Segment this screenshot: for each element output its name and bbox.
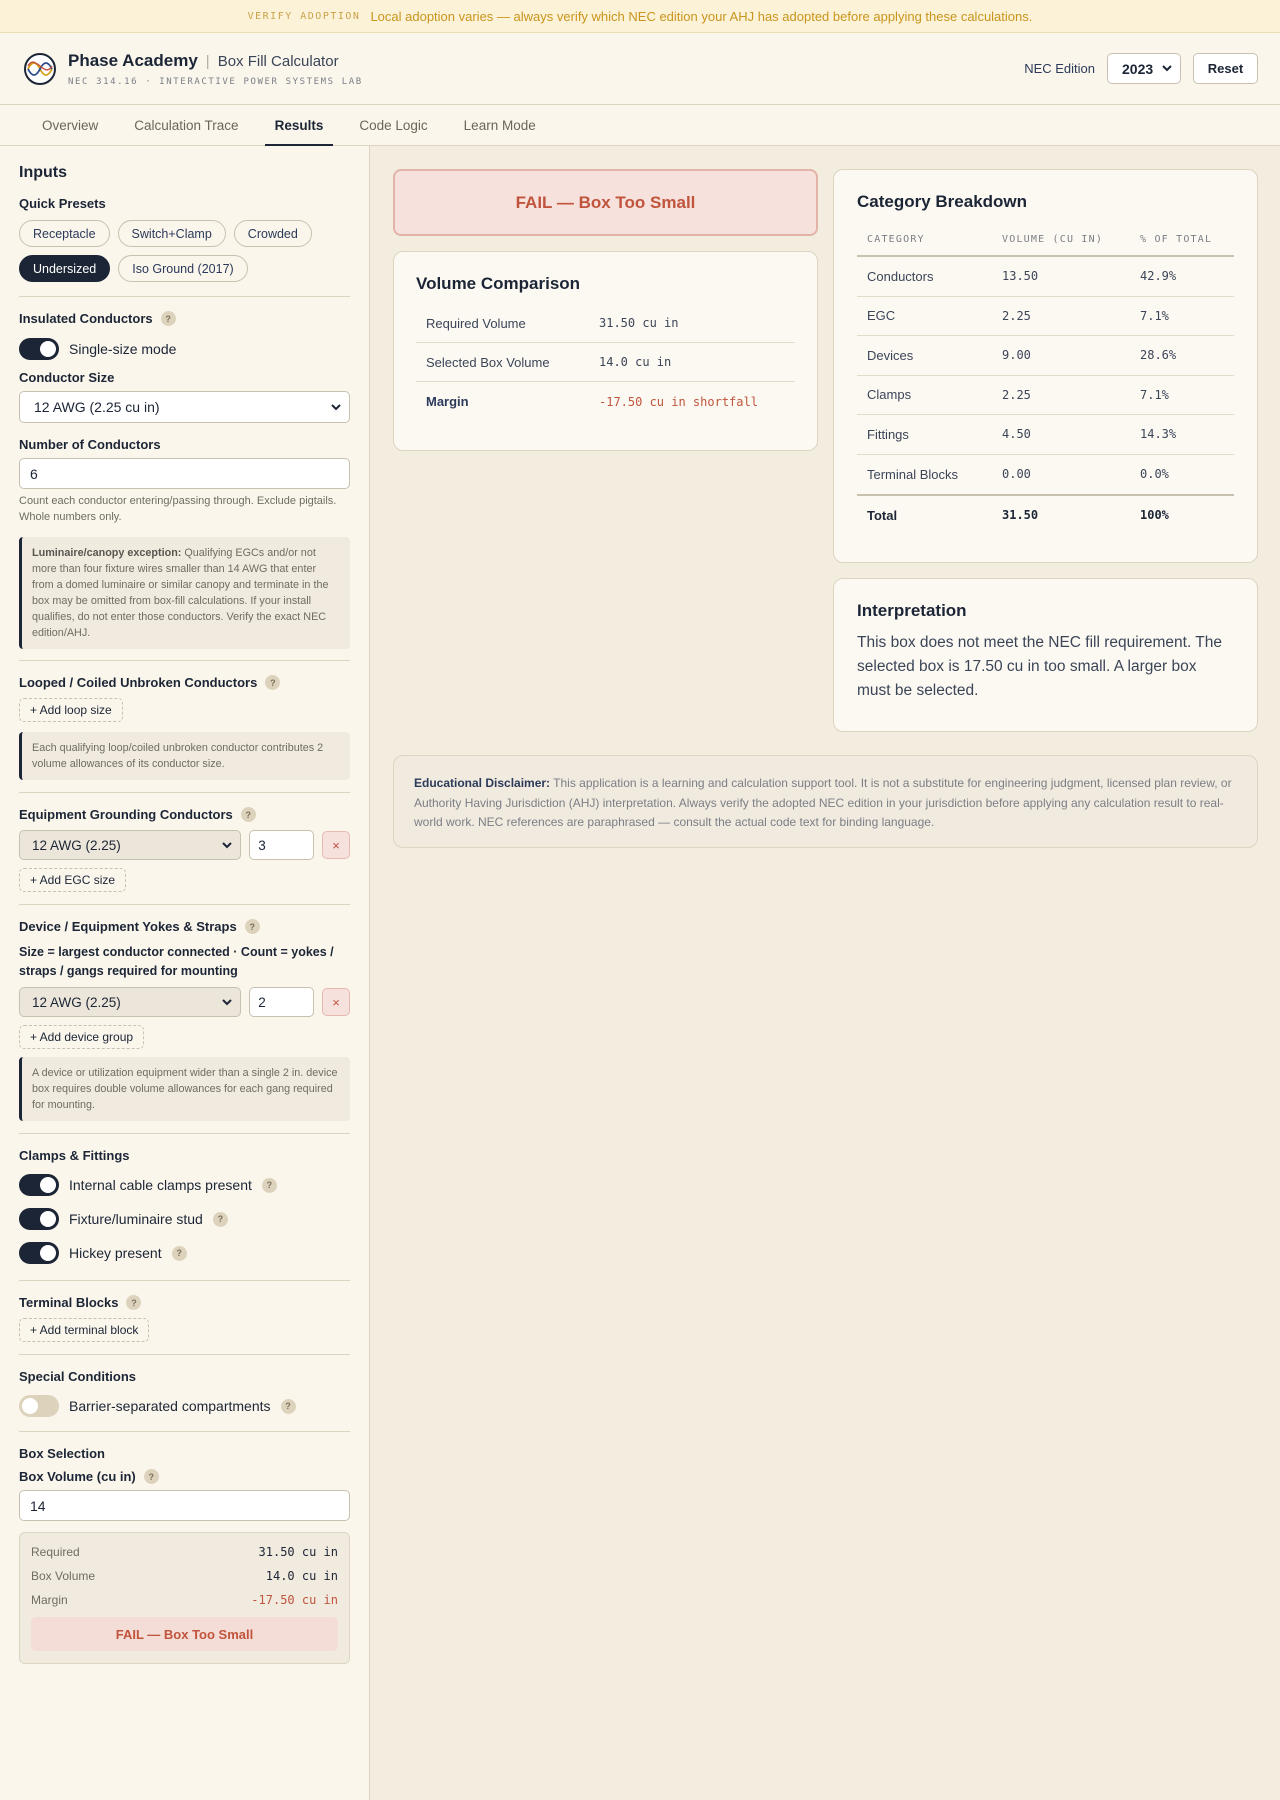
- hickey-toggle[interactable]: [19, 1242, 59, 1264]
- disclaimer-title: Educational Disclaimer:: [414, 776, 551, 790]
- banner-tag: VERIFY ADOPTION: [247, 10, 361, 22]
- tab-results[interactable]: Results: [257, 105, 342, 145]
- interpretation-title: Interpretation: [857, 601, 967, 620]
- luminaire-note-text: Qualifying EGCs and/or not more than four fixture wires smaller than 14 AWG that enter from a domed luminaire or similar canopy and terminate in the box may be omitted from box-fill calculations. If your install qualifies, do not enter those conductors. Verify the exact NEC edition/AHJ.: [32, 547, 329, 639]
- divider: [19, 904, 350, 905]
- result-summary: [19, 1532, 350, 1664]
- divider: [19, 1354, 350, 1355]
- preset-iso-ground[interactable]: Iso Ground (2017): [118, 255, 247, 282]
- barrier-toggle[interactable]: [19, 1395, 59, 1417]
- summary-box-label: Box Volume: [31, 1569, 96, 1583]
- looped-conductors-label: Looped / Coiled Unbroken Conductors: [19, 675, 258, 690]
- tab-learn-mode[interactable]: Learn Mode: [463, 117, 536, 133]
- chevron-down-icon: [222, 842, 232, 849]
- category-breakdown-title: Category Breakdown: [857, 192, 1028, 211]
- num-conductors-help: Count each conductor entering/passing through. Exclude pigtails. Whole numbers only.: [19, 495, 337, 523]
- table-row: [416, 382, 795, 421]
- egc-count-input[interactable]: 3: [249, 830, 314, 860]
- inputs-sidebar: [0, 146, 370, 1800]
- luminaire-stud-toggle[interactable]: [19, 1208, 59, 1230]
- disclaimer-text: This application is a learning and calculation support tool. It is not a substitute for engineering judgment, licensed plan review, or Authority Having Jurisdiction (AHJ) interpretation. Always verify the adopted NEC edition in your jurisdiction before applying any calculation result to real-world work. NEC references are paraphrased — consult the actual code text for binding language.: [414, 776, 1232, 829]
- table-cell: Terminal Blocks: [867, 466, 959, 482]
- tab-bar: [0, 105, 1280, 146]
- single-size-label: Single-size mode: [69, 341, 177, 357]
- add-egc-button[interactable]: + Add EGC size: [19, 868, 126, 892]
- help-icon[interactable]: ?: [144, 1469, 159, 1484]
- looped-note: Each qualifying loop/coiled unbroken conductor contributes 2 volume allowances of its conductor size.: [19, 732, 350, 780]
- table-cell: EGC: [867, 308, 896, 324]
- conductor-size-select[interactable]: [19, 391, 350, 423]
- device-size-select[interactable]: [19, 987, 241, 1017]
- num-conductors-input[interactable]: 6: [19, 458, 350, 489]
- box-volume-input[interactable]: 14: [19, 1490, 350, 1521]
- preset-receptacle[interactable]: Receptacle: [19, 220, 110, 247]
- sine-wave-logo-icon: [24, 53, 56, 85]
- table-cell: 13.50: [1002, 269, 1039, 284]
- cable-clamps-toggle[interactable]: [19, 1174, 59, 1196]
- preset-crowded[interactable]: Crowded: [234, 220, 312, 247]
- inputs-title: Inputs: [19, 164, 67, 181]
- help-icon[interactable]: ?: [161, 311, 176, 326]
- remove-device-button[interactable]: ×: [322, 988, 350, 1016]
- edition-label: NEC Edition: [1024, 61, 1095, 76]
- banner-text: Local adoption varies — always verify which NEC edition your AHJ has adopted before applying these calculations.: [370, 8, 1033, 24]
- table-cell: 9.00: [1002, 348, 1031, 363]
- single-size-toggle[interactable]: [19, 338, 59, 360]
- app-subtitle: Box Fill Calculator: [217, 52, 339, 70]
- device-yokes-label: Device / Equipment Yokes & Straps: [19, 919, 237, 934]
- help-icon[interactable]: ?: [241, 807, 256, 822]
- conductor-size-label: Conductor Size: [19, 370, 115, 385]
- total-label: Total: [867, 507, 898, 523]
- help-icon[interactable]: ?: [213, 1212, 228, 1227]
- educational-disclaimer: [393, 755, 1258, 848]
- margin-value: -17.50 cu in shortfall: [599, 394, 758, 409]
- total-volume: 31.50: [1002, 508, 1039, 522]
- help-icon[interactable]: ?: [262, 1178, 277, 1193]
- tab-code-logic[interactable]: Code Logic: [359, 117, 428, 133]
- table-row: [416, 304, 795, 343]
- summary-required-label: Required: [31, 1545, 80, 1559]
- app-header: [0, 33, 1280, 105]
- hickey-label: Hickey present: [69, 1245, 162, 1261]
- interpretation-card: [833, 578, 1258, 732]
- table-cell: 42.9%: [1140, 269, 1177, 284]
- interpretation-text: This box does not meet the NEC fill requirement. The selected box is 17.50 cu in too small. A larger box must be selected.: [857, 634, 1222, 699]
- table-row: [416, 343, 795, 382]
- luminaire-stud-label: Fixture/luminaire stud: [69, 1211, 203, 1227]
- category-breakdown-card: [833, 169, 1258, 563]
- required-volume-value: 31.50 cu in: [599, 316, 679, 330]
- breakdown-total-row: [857, 494, 1234, 534]
- terminal-blocks-label: Terminal Blocks: [19, 1295, 119, 1310]
- edition-value: 2023: [1122, 60, 1154, 77]
- total-percent: 100%: [1140, 508, 1169, 522]
- volume-comparison-card: [393, 251, 818, 451]
- add-device-button[interactable]: + Add device group: [19, 1025, 144, 1049]
- preset-switch-clamp[interactable]: Switch+Clamp: [118, 220, 226, 247]
- luminaire-note-title: Luminaire/canopy exception:: [32, 547, 182, 559]
- status-banner: FAIL — Box Too Small: [393, 169, 818, 236]
- volume-comparison-title: Volume Comparison: [416, 274, 581, 293]
- box-volume-label: Box Volume (cu in): [19, 1469, 136, 1484]
- table-row: [857, 415, 1234, 455]
- barrier-label: Barrier-separated compartments: [69, 1398, 271, 1414]
- edition-select[interactable]: [1107, 53, 1181, 84]
- brand-separator: |: [205, 52, 210, 70]
- help-icon[interactable]: ?: [265, 675, 280, 690]
- table-cell: 2.25: [1002, 308, 1031, 323]
- table-cell: 0.00: [1002, 467, 1031, 482]
- adoption-banner: [0, 0, 1280, 33]
- summary-margin-label: Margin: [31, 1593, 68, 1607]
- brand-name: Phase Academy: [68, 50, 198, 70]
- device-size-value: 12 AWG (2.25): [32, 994, 121, 1010]
- divider: [19, 1280, 350, 1281]
- table-row: [857, 455, 1234, 495]
- egc-size-value: 12 AWG (2.25): [32, 837, 121, 853]
- divider: [19, 1133, 350, 1134]
- required-volume-label: Required Volume: [426, 315, 526, 331]
- brand-block: [68, 51, 363, 87]
- summary-required-value: 31.50 cu in: [258, 1545, 338, 1559]
- table-cell: 4.50: [1002, 427, 1031, 442]
- table-row: [857, 376, 1234, 416]
- clamps-label: Clamps & Fittings: [19, 1148, 130, 1163]
- brand-subline: NEC 314.16 · INTERACTIVE POWER SYSTEMS LAB: [68, 76, 363, 87]
- chevron-down-icon: [331, 404, 341, 411]
- add-terminal-block-button[interactable]: + Add terminal block: [19, 1318, 149, 1342]
- selected-box-volume-value: 14.0 cu in: [599, 355, 672, 369]
- device-help-text: Size = largest conductor connected · Count = yokes / straps / gangs required for mounting: [19, 945, 334, 978]
- egc-label: Equipment Grounding Conductors: [19, 807, 233, 822]
- cable-clamps-label: Internal cable clamps present: [69, 1177, 252, 1193]
- selected-box-volume-label: Selected Box Volume: [426, 354, 550, 370]
- box-selection-label: Box Selection: [19, 1446, 105, 1461]
- table-row: [857, 257, 1234, 297]
- divider: [19, 296, 350, 297]
- conductor-size-value: 12 AWG (2.25 cu in): [34, 399, 160, 415]
- column-header-volume: VOLUME (CU IN): [1002, 234, 1104, 245]
- table-cell: Fittings: [867, 426, 909, 442]
- table-row: [857, 297, 1234, 337]
- table-cell: Conductors: [867, 268, 934, 284]
- help-icon[interactable]: ?: [281, 1399, 296, 1414]
- chevron-down-icon: [1162, 65, 1172, 72]
- table-cell: 2.25: [1002, 387, 1031, 402]
- presets-label: Quick Presets: [19, 196, 106, 211]
- help-icon[interactable]: ?: [126, 1295, 141, 1310]
- help-icon[interactable]: ?: [172, 1246, 187, 1261]
- reset-button[interactable]: Reset: [1193, 53, 1258, 84]
- table-row: [857, 336, 1234, 376]
- summary-box-value: 14.0 cu in: [265, 1569, 338, 1583]
- margin-label: Margin: [426, 394, 469, 409]
- luminaire-exception-note: [19, 537, 350, 649]
- device-note: A device or utilization equipment wider than a single 2 in. device box requires double volume allowances for each gang required for mounting.: [19, 1057, 350, 1121]
- column-header-percent: % OF TOTAL: [1140, 234, 1213, 245]
- insulated-conductors-label: Insulated Conductors: [19, 311, 153, 326]
- table-cell: 7.1%: [1140, 308, 1169, 323]
- presets-group: [19, 220, 319, 282]
- table-cell: 7.1%: [1140, 387, 1169, 402]
- table-cell: 0.0%: [1140, 467, 1169, 482]
- column-header-category: CATEGORY: [867, 234, 925, 245]
- table-cell: 28.6%: [1140, 348, 1177, 363]
- table-cell: Devices: [867, 347, 914, 363]
- help-icon[interactable]: ?: [245, 919, 260, 934]
- tab-overview[interactable]: Overview: [42, 117, 99, 133]
- add-loop-button[interactable]: + Add loop size: [19, 698, 123, 722]
- divider: [19, 1431, 350, 1432]
- breakdown-header-row: [857, 224, 1234, 257]
- summary-margin-value: -17.50 cu in: [251, 1593, 338, 1607]
- preset-undersized[interactable]: Undersized: [19, 255, 110, 282]
- divider: [19, 660, 350, 661]
- summary-status-badge: FAIL — Box Too Small: [31, 1617, 338, 1651]
- remove-egc-button[interactable]: ×: [322, 831, 350, 859]
- table-cell: Clamps: [867, 387, 912, 403]
- tab-calculation-trace[interactable]: Calculation Trace: [134, 117, 239, 133]
- special-conditions-label: Special Conditions: [19, 1369, 137, 1384]
- chevron-down-icon: [222, 999, 232, 1006]
- divider: [19, 792, 350, 793]
- device-count-input[interactable]: 2: [249, 987, 314, 1017]
- egc-size-select[interactable]: [19, 830, 241, 860]
- table-cell: 14.3%: [1140, 427, 1177, 442]
- num-conductors-label: Number of Conductors: [19, 437, 161, 452]
